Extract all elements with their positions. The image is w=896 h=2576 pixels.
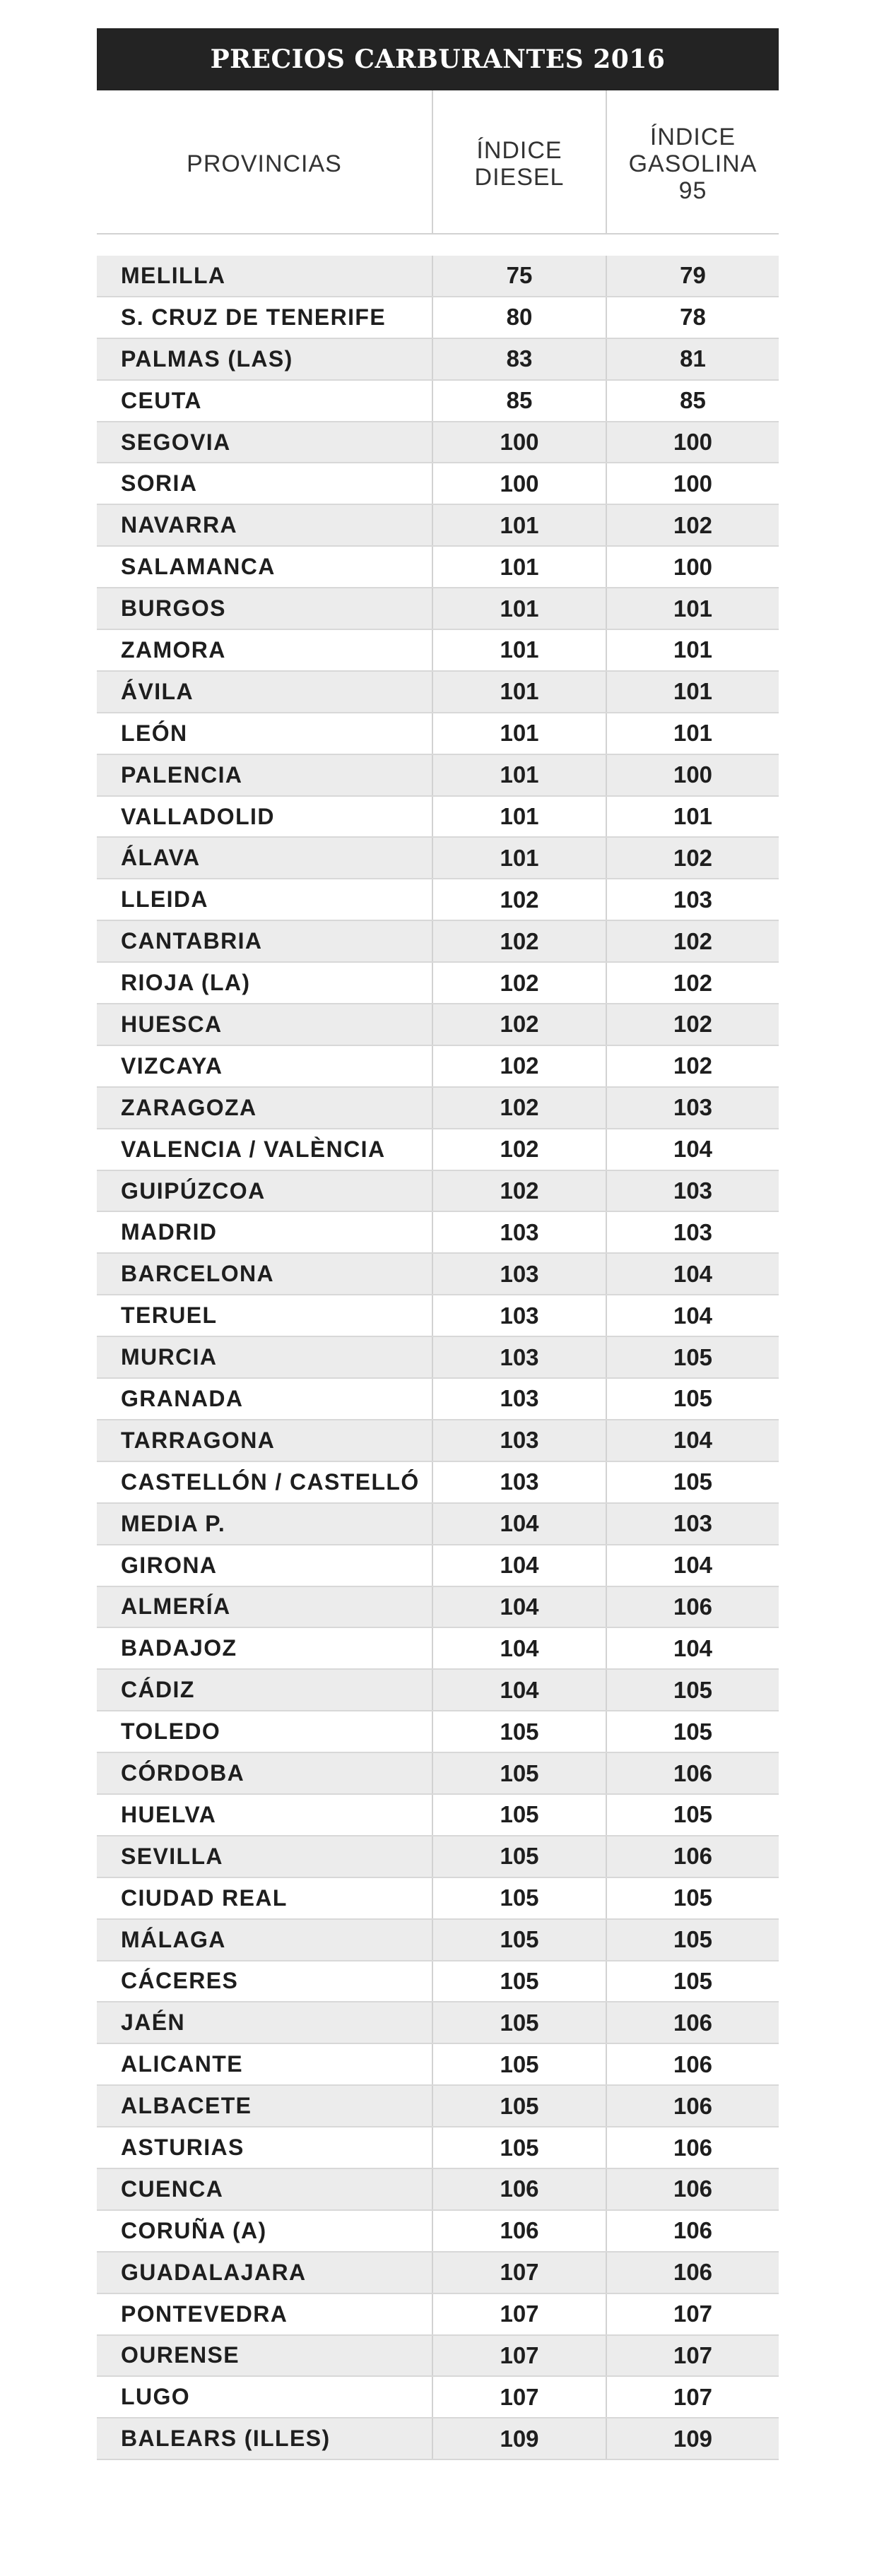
diesel-index-cell: 101 bbox=[432, 713, 606, 754]
provincia-cell: CASTELLÓN / CASTELLÓ bbox=[121, 1468, 420, 1495]
diesel-index-cell: 102 bbox=[432, 963, 606, 1003]
provincia-cell: MELILLA bbox=[121, 262, 226, 288]
table-row bbox=[97, 755, 779, 797]
diesel-index-cell: 104 bbox=[432, 1545, 606, 1586]
table-row bbox=[97, 2169, 779, 2211]
diesel-index-cell: 101 bbox=[432, 838, 606, 878]
table-row bbox=[97, 1545, 779, 1587]
provincia-cell: CANTABRIA bbox=[121, 928, 263, 954]
table-row bbox=[97, 713, 779, 755]
table-row bbox=[97, 630, 779, 672]
table-row bbox=[97, 256, 779, 297]
table-row bbox=[97, 1628, 779, 1670]
diesel-index-cell: 107 bbox=[432, 2294, 606, 2334]
gasolina-index-cell: 101 bbox=[606, 797, 779, 837]
table-row bbox=[97, 879, 779, 921]
diesel-index-cell: 103 bbox=[432, 1254, 606, 1294]
table-row bbox=[97, 1254, 779, 1295]
table-row bbox=[97, 797, 779, 838]
diesel-index-cell: 101 bbox=[432, 755, 606, 795]
table-row bbox=[97, 1004, 779, 1046]
gasolina-index-cell: 106 bbox=[606, 1587, 779, 1627]
provincia-cell: BURGOS bbox=[121, 595, 226, 622]
provincia-cell: SALAMANCA bbox=[121, 554, 276, 580]
provincia-cell: MURCIA bbox=[121, 1344, 218, 1370]
table-row bbox=[97, 463, 779, 505]
gasolina-index-cell: 101 bbox=[606, 630, 779, 670]
table-row bbox=[97, 2127, 779, 2169]
diesel-index-cell: 105 bbox=[432, 2086, 606, 2126]
table-row bbox=[97, 1711, 779, 1753]
gasolina-index-cell: 106 bbox=[606, 2086, 779, 2126]
table-row bbox=[97, 1462, 779, 1504]
provincia-cell: ALBACETE bbox=[121, 2093, 252, 2119]
provincia-cell: GIRONA bbox=[121, 1552, 218, 1578]
provincia-cell: TARRAGONA bbox=[121, 1427, 276, 1453]
table-row bbox=[97, 1795, 779, 1836]
provincia-cell: CÓRDOBA bbox=[121, 1760, 245, 1786]
diesel-index-cell: 103 bbox=[432, 1295, 606, 1336]
provincia-cell: SORIA bbox=[121, 470, 198, 497]
table-row bbox=[97, 2336, 779, 2378]
provincia-cell: ZARAGOZA bbox=[121, 1094, 257, 1120]
table-row bbox=[97, 381, 779, 422]
provincia-cell: CIUDAD REAL bbox=[121, 1884, 288, 1911]
gasolina-index-cell: 105 bbox=[606, 1462, 779, 1502]
gasolina-index-cell: 100 bbox=[606, 547, 779, 587]
diesel-index-cell: 102 bbox=[432, 1129, 606, 1170]
diesel-index-cell: 102 bbox=[432, 1004, 606, 1045]
diesel-index-cell: 105 bbox=[432, 1836, 606, 1877]
table-row bbox=[97, 2086, 779, 2127]
table-row bbox=[97, 1171, 779, 1213]
diesel-index-cell: 103 bbox=[432, 1212, 606, 1252]
provincia-cell: TERUEL bbox=[121, 1302, 218, 1329]
fuel-price-table bbox=[97, 28, 779, 2460]
gasolina-index-cell: 102 bbox=[606, 1004, 779, 1045]
diesel-index-cell: 102 bbox=[432, 921, 606, 961]
gasolina-index-cell: 101 bbox=[606, 713, 779, 754]
diesel-index-cell: 100 bbox=[432, 463, 606, 504]
gasolina-index-cell: 100 bbox=[606, 755, 779, 795]
diesel-index-cell: 109 bbox=[432, 2418, 606, 2459]
provincia-cell: ALMERÍA bbox=[121, 1593, 231, 1620]
provincia-cell: ÁVILA bbox=[121, 678, 194, 704]
gasolina-index-cell: 104 bbox=[606, 1254, 779, 1294]
gasolina-index-cell: 102 bbox=[606, 1046, 779, 1086]
diesel-index-cell: 107 bbox=[432, 2252, 606, 2293]
gasolina-index-cell: 107 bbox=[606, 2294, 779, 2334]
provincia-cell: VALENCIA / VALÈNCIA bbox=[121, 1136, 386, 1162]
diesel-index-cell: 105 bbox=[432, 2044, 606, 2084]
diesel-index-cell: 105 bbox=[432, 2002, 606, 2043]
diesel-index-cell: 107 bbox=[432, 2377, 606, 2417]
provincia-cell: SEVILLA bbox=[121, 1843, 223, 1869]
table-row bbox=[97, 1753, 779, 1795]
gasolina-index-cell: 106 bbox=[606, 1836, 779, 1877]
provincia-cell: HUESCA bbox=[121, 1011, 223, 1037]
diesel-index-cell: 102 bbox=[432, 1088, 606, 1128]
gasolina-index-cell: 104 bbox=[606, 1420, 779, 1461]
table-row bbox=[97, 1587, 779, 1629]
provincia-cell: MEDIA P. bbox=[121, 1510, 226, 1536]
table-header-row bbox=[97, 90, 779, 235]
gasolina-index-cell: 101 bbox=[606, 672, 779, 712]
gasolina-index-cell: 105 bbox=[606, 1337, 779, 1377]
diesel-index-cell: 103 bbox=[432, 1379, 606, 1419]
provincia-cell: OURENSE bbox=[121, 2342, 240, 2368]
provincia-cell: PONTEVEDRA bbox=[121, 2301, 288, 2327]
gasolina-index-cell: 104 bbox=[606, 1628, 779, 1668]
diesel-index-cell: 101 bbox=[432, 588, 606, 629]
table-row bbox=[97, 422, 779, 464]
gasolina-index-cell: 106 bbox=[606, 2127, 779, 2168]
provincia-cell: SEGOVIA bbox=[121, 429, 231, 455]
gasolina-index-cell: 105 bbox=[606, 1670, 779, 1710]
provincia-cell: GRANADA bbox=[121, 1385, 244, 1411]
provincia-cell: PALMAS (LAS) bbox=[121, 345, 293, 372]
provincia-cell: VALLADOLID bbox=[121, 803, 275, 829]
provincia-cell: BARCELONA bbox=[121, 1261, 275, 1287]
gasolina-index-cell: 105 bbox=[606, 1878, 779, 1918]
gasolina-index-cell: 103 bbox=[606, 1504, 779, 1544]
table-row bbox=[97, 1920, 779, 1961]
gasolina-index-cell: 104 bbox=[606, 1545, 779, 1586]
gasolina-index-cell: 107 bbox=[606, 2336, 779, 2376]
diesel-index-cell: 80 bbox=[432, 297, 606, 338]
table-row bbox=[97, 921, 779, 963]
gasolina-index-cell: 105 bbox=[606, 1711, 779, 1752]
gasolina-index-cell: 102 bbox=[606, 505, 779, 545]
table-row bbox=[97, 1046, 779, 1088]
provincia-cell: LEÓN bbox=[121, 720, 188, 746]
gasolina-index-cell: 102 bbox=[606, 921, 779, 961]
diesel-index-cell: 106 bbox=[432, 2169, 606, 2209]
diesel-index-cell: 103 bbox=[432, 1420, 606, 1461]
table-body bbox=[97, 256, 779, 2460]
table-row bbox=[97, 1961, 779, 2003]
gasolina-index-cell: 109 bbox=[606, 2418, 779, 2459]
provincia-cell: RIOJA (LA) bbox=[121, 970, 251, 996]
provincia-cell: ALICANTE bbox=[121, 2051, 243, 2077]
table-row bbox=[97, 2211, 779, 2252]
diesel-index-cell: 105 bbox=[432, 1961, 606, 2002]
provincia-cell: CORUÑA (A) bbox=[121, 2217, 267, 2243]
table-row bbox=[97, 963, 779, 1004]
provincia-cell: VIZCAYA bbox=[121, 1052, 223, 1079]
gasolina-index-cell: 106 bbox=[606, 2002, 779, 2043]
gasolina-index-cell: 104 bbox=[606, 1129, 779, 1170]
gasolina-index-cell: 101 bbox=[606, 588, 779, 629]
gasolina-index-cell: 105 bbox=[606, 1379, 779, 1419]
gasolina-index-cell: 81 bbox=[606, 339, 779, 379]
table-row bbox=[97, 1337, 779, 1379]
provincia-cell: BALEARS (ILLES) bbox=[121, 2426, 331, 2452]
diesel-index-cell: 101 bbox=[432, 505, 606, 545]
gasolina-index-cell: 106 bbox=[606, 2169, 779, 2209]
diesel-index-cell: 106 bbox=[432, 2211, 606, 2251]
diesel-index-cell: 105 bbox=[432, 1711, 606, 1752]
gasolina-index-cell: 106 bbox=[606, 1753, 779, 1793]
table-row bbox=[97, 1129, 779, 1171]
diesel-index-cell: 105 bbox=[432, 1753, 606, 1793]
gasolina-index-cell: 85 bbox=[606, 381, 779, 421]
table-row bbox=[97, 505, 779, 547]
diesel-index-cell: 104 bbox=[432, 1504, 606, 1544]
diesel-index-cell: 104 bbox=[432, 1628, 606, 1668]
gasolina-index-cell: 105 bbox=[606, 1920, 779, 1960]
header-indice-gasolina: ÍNDICE GASOLINA 95 bbox=[606, 90, 779, 233]
gasolina-index-cell: 103 bbox=[606, 1171, 779, 1211]
table-row bbox=[97, 2044, 779, 2086]
table-row bbox=[97, 2377, 779, 2418]
provincia-cell: GUIPÚZCOA bbox=[121, 1177, 266, 1204]
diesel-index-cell: 102 bbox=[432, 1171, 606, 1211]
table-row bbox=[97, 1379, 779, 1420]
gasolina-index-cell: 102 bbox=[606, 838, 779, 878]
gasolina-index-cell: 102 bbox=[606, 963, 779, 1003]
provincia-cell: PALENCIA bbox=[121, 761, 243, 788]
provincia-cell: BADAJOZ bbox=[121, 1635, 237, 1661]
provincia-cell: TOLEDO bbox=[121, 1719, 221, 1745]
provincia-cell: NAVARRA bbox=[121, 512, 238, 538]
diesel-index-cell: 101 bbox=[432, 547, 606, 587]
table-row bbox=[97, 1504, 779, 1545]
provincia-cell: ÁLAVA bbox=[121, 845, 201, 871]
table-row bbox=[97, 2418, 779, 2460]
provincia-cell: JAÉN bbox=[121, 2010, 185, 2036]
table-row bbox=[97, 2252, 779, 2294]
gasolina-index-cell: 105 bbox=[606, 1795, 779, 1835]
provincia-cell: MADRID bbox=[121, 1219, 218, 1245]
table-row bbox=[97, 1212, 779, 1254]
diesel-index-cell: 103 bbox=[432, 1337, 606, 1377]
table-row bbox=[97, 1088, 779, 1129]
provincia-cell: MÁLAGA bbox=[121, 1926, 226, 1952]
diesel-index-cell: 101 bbox=[432, 672, 606, 712]
table-row bbox=[97, 547, 779, 588]
diesel-index-cell: 107 bbox=[432, 2336, 606, 2376]
diesel-index-cell: 100 bbox=[432, 422, 606, 463]
gasolina-index-cell: 105 bbox=[606, 1961, 779, 2002]
table-row bbox=[97, 2294, 779, 2336]
header-provincias: PROVINCIAS bbox=[187, 150, 342, 177]
provincia-cell: ASTURIAS bbox=[121, 2135, 244, 2161]
provincia-cell: GUADALAJARA bbox=[121, 2259, 307, 2285]
provincia-cell: CUENCA bbox=[121, 2176, 224, 2202]
gasolina-index-cell: 100 bbox=[606, 463, 779, 504]
table-row bbox=[97, 588, 779, 630]
gasolina-index-cell: 103 bbox=[606, 1088, 779, 1128]
gasolina-index-cell: 106 bbox=[606, 2252, 779, 2293]
gasolina-index-cell: 100 bbox=[606, 422, 779, 463]
gasolina-index-cell: 106 bbox=[606, 2044, 779, 2084]
diesel-index-cell: 104 bbox=[432, 1587, 606, 1627]
provincia-cell: CÁCERES bbox=[121, 1968, 239, 1994]
diesel-index-cell: 102 bbox=[432, 1046, 606, 1086]
gasolina-index-cell: 78 bbox=[606, 297, 779, 338]
gasolina-index-cell: 106 bbox=[606, 2211, 779, 2251]
provincia-cell: S. CRUZ DE TENERIFE bbox=[121, 304, 387, 330]
gasolina-index-cell: 107 bbox=[606, 2377, 779, 2417]
diesel-index-cell: 103 bbox=[432, 1462, 606, 1502]
diesel-index-cell: 85 bbox=[432, 381, 606, 421]
gasolina-index-cell: 79 bbox=[606, 256, 779, 296]
gasolina-index-cell: 103 bbox=[606, 879, 779, 920]
table-row bbox=[97, 838, 779, 879]
diesel-index-cell: 105 bbox=[432, 1878, 606, 1918]
table-row bbox=[97, 672, 779, 713]
table-row bbox=[97, 297, 779, 339]
gasolina-index-cell: 104 bbox=[606, 1295, 779, 1336]
table-row bbox=[97, 1878, 779, 1920]
table-row bbox=[97, 1295, 779, 1337]
diesel-index-cell: 101 bbox=[432, 797, 606, 837]
provincia-cell: CEUTA bbox=[121, 387, 202, 413]
diesel-index-cell: 105 bbox=[432, 1920, 606, 1960]
provincia-cell: HUELVA bbox=[121, 1801, 217, 1827]
table-row bbox=[97, 1670, 779, 1711]
table-title: PRECIOS CARBURANTES 2016 bbox=[97, 28, 779, 90]
diesel-index-cell: 102 bbox=[432, 879, 606, 920]
table-row bbox=[97, 339, 779, 381]
gasolina-index-cell: 103 bbox=[606, 1212, 779, 1252]
diesel-index-cell: 105 bbox=[432, 2127, 606, 2168]
diesel-index-cell: 101 bbox=[432, 630, 606, 670]
header-indice-diesel: ÍNDICE DIESEL bbox=[432, 90, 606, 233]
provincia-cell: ZAMORA bbox=[121, 636, 226, 663]
table-row bbox=[97, 2002, 779, 2044]
diesel-index-cell: 83 bbox=[432, 339, 606, 379]
diesel-index-cell: 105 bbox=[432, 1795, 606, 1835]
provincia-cell: LLEIDA bbox=[121, 886, 208, 913]
table-row bbox=[97, 1836, 779, 1878]
table-row bbox=[97, 1420, 779, 1462]
provincia-cell: CÁDIZ bbox=[121, 1677, 195, 1703]
diesel-index-cell: 104 bbox=[432, 1670, 606, 1710]
provincia-cell: LUGO bbox=[121, 2384, 191, 2410]
diesel-index-cell: 75 bbox=[432, 256, 606, 296]
